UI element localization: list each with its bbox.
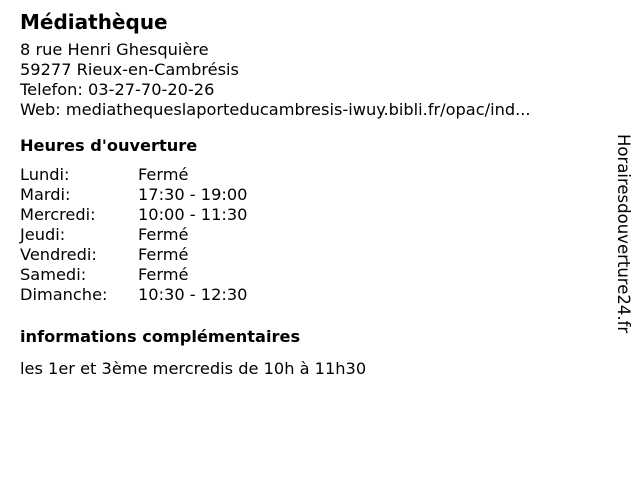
hours-title: Heures d'ouverture — [20, 136, 198, 155]
phone-number: Telefon: 03-27-70-20-26 — [20, 80, 215, 99]
hours-table — [20, 165, 600, 305]
website-link[interactable]: Web: mediathequeslaporteducambresis-iwuy.bibli.fr/opac/ind... — [20, 100, 531, 119]
info-title: informations complémentaires — [20, 327, 301, 346]
info-text: les 1er et 3ème mercredis de 10h à 11h30 — [20, 359, 367, 378]
address-block — [20, 40, 600, 120]
city-address: 59277 Rieux-en-Cambrésis — [20, 60, 239, 79]
day-label: Lundi: — [20, 165, 70, 184]
hours-row-mardi — [20, 185, 600, 205]
day-label: Mercredi: — [20, 205, 96, 224]
site-watermark: Horairesdouverture24.fr — [614, 134, 633, 334]
hours-row-vendredi — [20, 245, 600, 265]
day-label: Jeudi: — [20, 225, 66, 244]
hours-value: 17:30 - 19:00 — [138, 185, 248, 204]
hours-value: Fermé — [138, 245, 189, 264]
day-label: Dimanche: — [20, 285, 108, 304]
hours-row-dimanche — [20, 285, 600, 305]
day-label: Vendredi: — [20, 245, 97, 264]
place-card — [20, 9, 600, 379]
hours-row-lundi — [20, 165, 600, 185]
hours-row-mercredi — [20, 205, 600, 225]
street-address: 8 rue Henri Ghesquière — [20, 40, 209, 59]
hours-row-samedi — [20, 265, 600, 285]
hours-row-jeudi — [20, 225, 600, 245]
day-label: Samedi: — [20, 265, 87, 284]
hours-value: Fermé — [138, 225, 189, 244]
hours-value: 10:30 - 12:30 — [138, 285, 248, 304]
day-label: Mardi: — [20, 185, 71, 204]
hours-value: Fermé — [138, 265, 189, 284]
hours-value: Fermé — [138, 165, 189, 184]
place-title: Médiathèque — [20, 10, 168, 34]
hours-value: 10:00 - 11:30 — [138, 205, 248, 224]
